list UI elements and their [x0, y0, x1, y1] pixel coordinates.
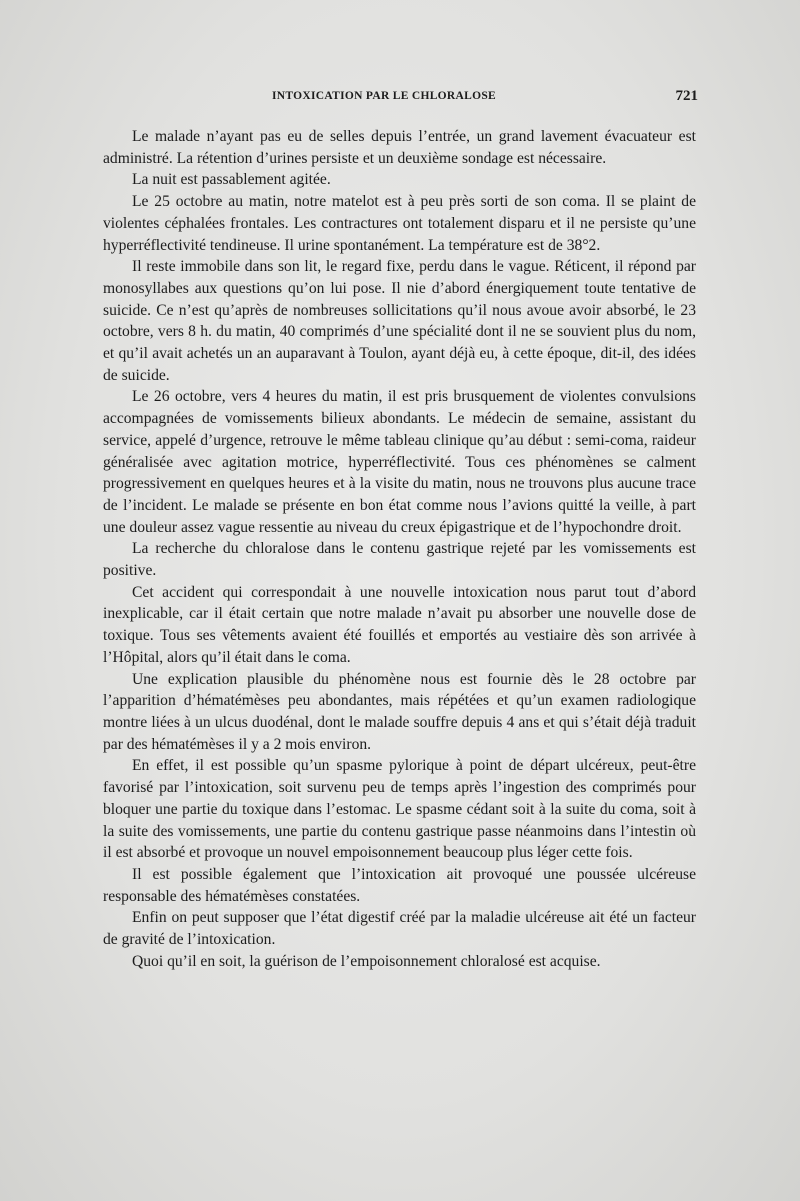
paragraph: Une explication plausible du phénomène nous est fournie dès le 28 octobre par l’apparition d’hématémèses peu abondantes, mais répétées et qu’un examen radiologique montre liées à un ulcus duodénal, dont le malade souffre depuis 4 ans et qui s’était déjà traduit par des hématémèses il y a 2 mois environ. — [103, 670, 696, 753]
page-header — [100, 88, 698, 112]
paragraph: Le 25 octobre au matin, notre matelot est à peu près sorti de son coma. Il se plaint de violentes céphalées frontales. Les contractures ont totalement disparu et il ne persiste qu’une hyperréflectivité tendineuse. Il urine spontanément. La température est de 38°2. — [103, 193, 696, 254]
paragraph: Cet accident qui correspondait à une nouvelle intoxication nous parut tout d’abord inexplicable, car il était certain que notre malade n’avait pu absorber une nouvelle dose de toxique. Tous ses vêtements avaient été fouillés et emportés au vestiaire dès son arrivée à l’Hôpital, alors qu’il était dans le coma. — [103, 583, 696, 666]
paragraph: La nuit est passablement agitée. — [132, 171, 331, 189]
paragraph: Enfin on peut supposer que l’état digestif créé par la maladie ulcéreuse ait été un facteur de gravité de l’intoxication. — [103, 909, 696, 949]
body-text — [103, 126, 696, 972]
paragraph: Il est possible également que l’intoxication ait provoqué une poussée ulcéreuse responsable des hématémèses constatées. — [103, 865, 696, 905]
paragraph: En effet, il est possible qu’un spasme pylorique à point de départ ulcéreux, peut-être favorisé par l’intoxication, soit survenu peu de temps après l’ingestion des comprimés pour bloquer une partie du toxique dans l’estomac. Le spasme cédant soit à la suite du coma, soit à la suite des vomissements, une partie du contenu gastrique passe néanmoins dans l’intestin où il est absorbé et provoque un nouvel empoisonnement beaucoup plus léger cette fois. — [103, 757, 696, 862]
paragraph: Le malade n’ayant pas eu de selles depuis l’entrée, un grand lavement évacuateur est administré. La rétention d’urines persiste et un deuxième sondage est nécessaire. — [103, 128, 696, 167]
paragraph: Le 26 octobre, vers 4 heures du matin, il est pris brusquement de violentes convulsions accompagnées de vomissements bilieux abondants. Le médecin de semaine, assistant du service, appelé d’urgence, retrouve le même tableau clinique qu’au début : semi-coma, raideur généralisée avec agitation motrice, hyperréflectivité. Tous ces phénomènes se calment progressivement en quelques heures et à la visite du matin, nous ne trouvons plus aucune trace de l’incident. Le malade se présente en bon état comme nous l’avions quitté la veille, à part une douleur assez vague ressentie au niveau du creux épigastrique et de l’hypochondre droit. — [103, 388, 696, 536]
paragraph: Quoi qu’il en soit, la guérison de l’empoisonnement chloralosé est acquise. — [132, 952, 601, 970]
running-title: INTOXICATION PAR LE CHLORALOSE — [272, 90, 497, 102]
page-number: 721 — [675, 88, 698, 104]
paragraph: Il reste immobile dans son lit, le regard fixe, perdu dans le vague. Réticent, il répond par monosyllabes aux questions qu’on lui pose. Il nie d’abord énergiquement toute tentative de suicide. Ce n’est qu’après de nombreuses sollicitations qu’il nous avoue avoir absorbé, le 23 octobre, vers 8 h. du matin, 40 comprimés d’une spécialité dont il ne se souvient plus du nom, et qu’il avait achetés un an auparavant à Toulon, ayant déjà eu, à cette époque, dit-il, des idées de suicide. — [103, 258, 696, 384]
paragraph: La recherche du chloralose dans le contenu gastrique rejeté par les vomissements est positive. — [103, 540, 696, 580]
